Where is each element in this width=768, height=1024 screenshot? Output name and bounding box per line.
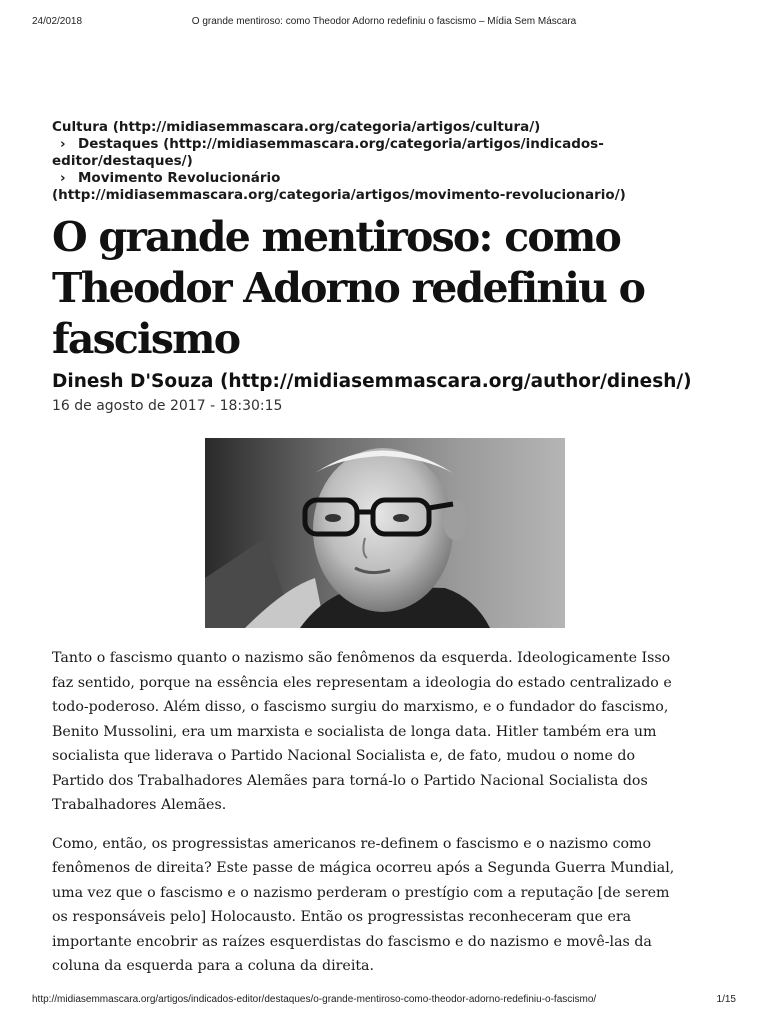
title-line: fascismo [52,315,240,363]
print-date: 24/02/2018 [32,16,83,27]
breadcrumb [52,119,716,204]
page-number: 1/15 [716,994,736,1005]
breadcrumb-link-text: editor/destaques/) [52,153,193,169]
print-doc-title: O grande mentiroso: como Theodor Adorno redefiniu o fascismo – Mídia Sem Máscara [191,16,577,27]
article-body [52,646,716,979]
breadcrumb-item-movimento-link[interactable] [52,187,716,204]
breadcrumb-item-destaques[interactable] [52,136,716,153]
publish-date: 16 de agosto de 2017 - 18:30:15 [52,398,283,414]
breadcrumb-link-text: (http://midiasemmascara.org/categoria/artigos/movimento-revolucionario/) [52,187,626,203]
article-content [52,119,716,993]
portrait-image [205,438,565,628]
breadcrumb-label: Movimento Revolucionário [78,170,281,186]
breadcrumb-link-text: (http://midiasemmascara.org/categoria/artigos/indicados- [163,136,604,152]
paragraph: Como, então, os progressistas americanos re-definem o fascismo e o nazismo como fenômenos de direita? Este passe de mágica ocorreu após a Segunda Guerra Mundial, uma vez que o fascismo e o nazismo perderam o prestígio com a reputação [de serem os responsáveis pelo] Holocausto. Então os progressistas reconheceram que era importante encobrir as raízes esquerdistas do fascismo e do nazismo e movê-las da coluna da esquerda para a coluna da direita. [52,835,675,974]
title-line: Theodor Adorno redefiniu o [52,264,645,312]
print-url: http://midiasemmascara.org/artigos/indicados-editor/destaques/o-grande-mentiroso-como-theodor-adorno-redefiniu-o-fascismo/ [32,994,597,1005]
page-title [52,212,716,365]
breadcrumb-label: Destaques [78,136,159,152]
breadcrumb-link-text: (http://midiasemmascara.org/categoria/artigos/cultura/) [112,119,541,135]
paragraph: Tanto o fascismo quanto o nazismo são fenômenos da esquerda. Ideologicamente Isso faz sentido, porque na essência eles representam a ideologia do estado centralizado e todo-poderoso. Além disso, o fascismo surgiu do marxismo, e o fundador do fascismo, Benito Mussolini, era um marxista e socialista de longa data. Hitler também era um socialista que liderava o Partido Nacional Socialista e, de fato, mudou o nome do Partido dos Trabalhadores Alemães para torná-lo o Partido Nacional Socialista dos Trabalhadores Alemães. [52,650,672,813]
breadcrumb-item-cultura[interactable] [52,119,716,136]
chevron-right-icon: › [60,170,66,186]
author-link[interactable]: Dinesh D'Souza (http://midiasemmascara.org/author/dinesh/) [52,371,692,392]
breadcrumb-label: Cultura [52,119,108,135]
breadcrumb-item-movimento[interactable] [52,170,716,187]
title-line: O grande mentiroso: como [52,213,621,261]
breadcrumb-item-destaques-cont[interactable] [52,153,716,170]
article-photo [205,438,565,628]
chevron-right-icon: › [60,136,66,152]
